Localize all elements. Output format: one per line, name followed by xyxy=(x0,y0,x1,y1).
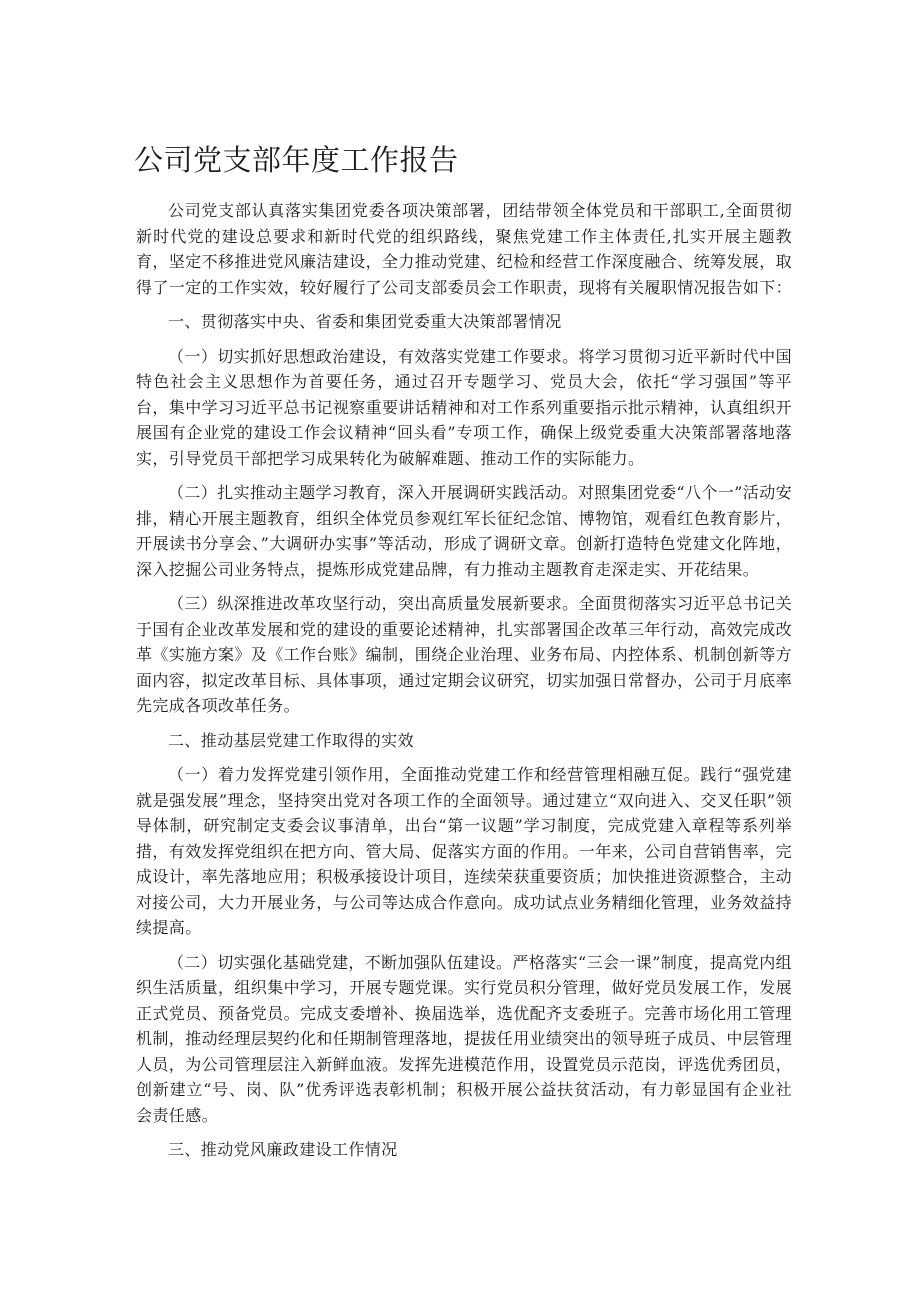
section-heading-3: 三、推动党风廉政建设工作情况 xyxy=(168,1140,398,1159)
section-heading-1: 一、贯彻落实中央、省委和集团党委重大决策部署情况 xyxy=(168,312,562,331)
section-1-paragraph-1: （一）切实抓好思想政治建设，有效落实党建工作要求。将学习贯彻习近平新时代中国特色社会主义思想作为首要任务，通过召开专题学习、党员大会，依托“学习强国”等平台，集中学习习近平总书记视察重要讲话精神和对工作系列重要指示批示精神，认真组织开展国有企业党的建设工作会议精神“回头看”专项工作，确保上级党委重大决策部署落地落实，引导党员干部把学习成果转化为破解难题、推动工作的实际能力。 xyxy=(136,346,793,468)
document-body xyxy=(136,198,792,1172)
section-2-paragraph-2: （二）切实强化基础党建，不断加强队伍建设。严格落实“三会一课”制度，提高党内组织生活质量，组织集中学习，开展专题党课。实行党员积分管理，做好党员发展工作，发展正式党员、预备党员。完成支委增补、换届选举，选优配齐支委班子。完善市场化用工管理机制，推动经理层契约化和任期制管理落地，提拔任用业绩突出的领导班子成员、中层管理人员，为公司管理层注入新鲜血液。发挥先进模范作用，设置党员示范岗，评选优秀团员，创新建立“号、岗、队”优秀评选表彰机制；积极开展公益扶贫活动，有力彰显国有企业社会责任感。 xyxy=(136,952,793,1125)
section-2-paragraph-1: （一）着力发挥党建引领作用，全面推动党建工作和经营管理相融互促。践行“强党建就是强发展”理念，坚持突出党对各项工作的全面领导。通过建立“双向进入、交叉任职”领导体制，研究制定支委会议事清单，出台“第一议题”学习制度，完成党建入章程等系列举措，有效发挥党组织在把方向、管大局、促落实方面的作用。一年来，公司自营销售率，完成设计，率先落地应用；积极承接设计项目，连续荣获重要资质；加快推进资源整合，主动对接公司，大力开展业务，与公司等达成合作意向。成功试点业务精细化管理，业务效益持续提高。 xyxy=(136,765,793,937)
document-title: 公司党支部年度工作报告 xyxy=(134,143,459,177)
intro-paragraph: 公司党支部认真落实集团党委各项决策部署，团结带领全体党员和干部职工,全面贯彻新时代党的建设总要求和新时代党的组织路线，聚焦党建工作主体责任,扎实开展主题教育，坚定不移推进党风廉洁建设，全力推动党建、纪检和经营工作深度融合、统筹发展，取得了一定的工作实效，较好履行了公司支部委员会工作职责，现将有关履职情况报告如下： xyxy=(136,201,793,297)
section-1-paragraph-2: （二）扎实推动主题学习教育，深入开展调研实践活动。对照集团党委“八个一”活动安排，精心开展主题教育，组织全体党员参观红军长征纪念馆、博物馆，观看红色教育影片，开展读书分享会、”大调研办实事”等活动，形成了调研文章。创新打造特色党建文化阵地，深入挖掘公司业务特点，提炼形成党建品牌，有力推动主题教育走深走实、开花结果。 xyxy=(136,483,793,579)
section-1-paragraph-3: （三）纵深推进改革攻坚行动，突出高质量发展新要求。全面贯彻落实习近平总书记关于国有企业改革发展和党的建设的重要论述精神，扎实部署国企改革三年行动，高效完成改革《实施方案》及《工作台账》编制，围绕企业治理、业务布局、内控体系、机制创新等方面内容，拟定改革目标、具体事项，通过定期会议研究，切实加强日常督办，公司于月底率先完成各项改革任务。 xyxy=(136,594,793,715)
section-heading-2: 二、推动基层党建工作取得的实效 xyxy=(168,730,415,750)
